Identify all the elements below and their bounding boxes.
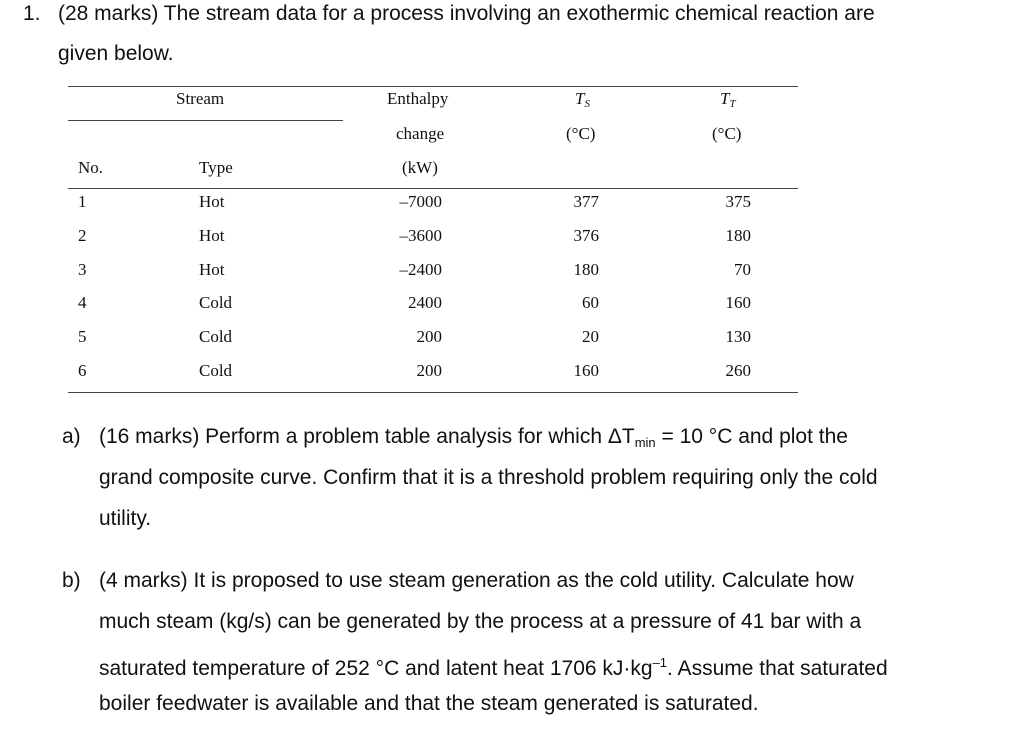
row-tt: 180 — [725, 226, 751, 245]
row-ts: 376 — [573, 226, 599, 245]
part-b-line-4: boiler feedwater is available and that the steam generated is saturated. — [99, 692, 759, 715]
row-tt: 375 — [725, 192, 751, 211]
row-enthalpy: 200 — [416, 327, 442, 346]
row-tt: 70 — [734, 260, 751, 279]
part-b-line-3-post: . Assume that saturated — [667, 657, 888, 680]
header-supply-temperature-unit: (°C) — [566, 124, 596, 143]
row-enthalpy: 200 — [416, 361, 442, 380]
part-a-line-1 — [99, 425, 848, 455]
part-b-line-3-sup: –1 — [652, 655, 668, 670]
row-no: 4 — [78, 293, 87, 312]
header-target-temperature-unit: (°C) — [712, 124, 742, 143]
row-type: Hot — [199, 192, 225, 211]
ts-subscript: S — [584, 98, 590, 110]
row-no: 2 — [78, 226, 87, 245]
row-enthalpy: 2400 — [408, 293, 442, 312]
row-tt: 260 — [725, 361, 751, 380]
question-text-line-2: given below. — [58, 42, 174, 65]
row-enthalpy: –3600 — [399, 226, 442, 245]
part-a-line-3: utility. — [99, 507, 152, 530]
table-bottom-rule — [68, 392, 798, 393]
row-tt: 160 — [725, 293, 751, 312]
part-a-line-2: grand composite curve. Confirm that it is a threshold problem requiring only the cold — [99, 466, 878, 489]
header-type: Type — [199, 158, 233, 177]
row-ts: 60 — [582, 293, 599, 312]
header-target-temperature — [720, 89, 736, 114]
row-tt: 130 — [725, 327, 751, 346]
header-enthalpy-line-2: change — [396, 124, 445, 143]
row-ts: 180 — [573, 260, 599, 279]
row-no: 6 — [78, 361, 87, 380]
part-a-line-1-sub: min — [634, 435, 656, 450]
header-supply-temperature — [575, 89, 590, 114]
row-type: Hot — [199, 226, 225, 245]
ts-symbol: T — [575, 89, 585, 108]
part-a-line-1-pre: (16 marks) Perform a problem table analysis for which ΔT — [99, 425, 635, 448]
part-a-label: a) — [62, 425, 81, 448]
tt-subscript: T — [729, 98, 736, 110]
header-enthalpy-line-1: Enthalpy — [387, 89, 449, 108]
header-stream: Stream — [176, 89, 225, 108]
question-number: 1. — [23, 2, 41, 25]
row-ts: 160 — [573, 361, 599, 380]
row-enthalpy: –2400 — [399, 260, 442, 279]
tt-symbol: T — [720, 89, 730, 108]
part-b-line-3 — [99, 651, 888, 681]
row-type: Hot — [199, 260, 225, 279]
stream-group-rule — [68, 120, 343, 121]
row-no: 3 — [78, 260, 87, 279]
row-type: Cold — [199, 327, 233, 346]
row-ts: 377 — [573, 192, 599, 211]
header-enthalpy-line-3: (kW) — [402, 158, 438, 177]
header-no: No. — [78, 158, 104, 177]
part-b-line-3-pre: saturated temperature of 252 °C and latent heat 1706 kJ·kg — [99, 657, 653, 680]
part-a-line-1-post: = 10 °C and plot the — [655, 425, 848, 448]
part-b-line-1: (4 marks) It is proposed to use steam generation as the cold utility. Calculate how — [99, 569, 854, 592]
row-no: 5 — [78, 327, 87, 346]
table-header-rule — [68, 188, 798, 189]
row-enthalpy: –7000 — [399, 192, 442, 211]
part-b-line-2: much steam (kg/s) can be generated by the process at a pressure of 41 bar with a — [99, 610, 862, 633]
question-text-line-1: (28 marks) The stream data for a process involving an exothermic chemical reaction are — [58, 2, 875, 25]
part-b-label: b) — [62, 569, 81, 592]
table-top-rule — [68, 86, 798, 87]
row-no: 1 — [78, 192, 87, 211]
row-type: Cold — [199, 361, 233, 380]
row-ts: 20 — [582, 327, 599, 346]
row-type: Cold — [199, 293, 233, 312]
